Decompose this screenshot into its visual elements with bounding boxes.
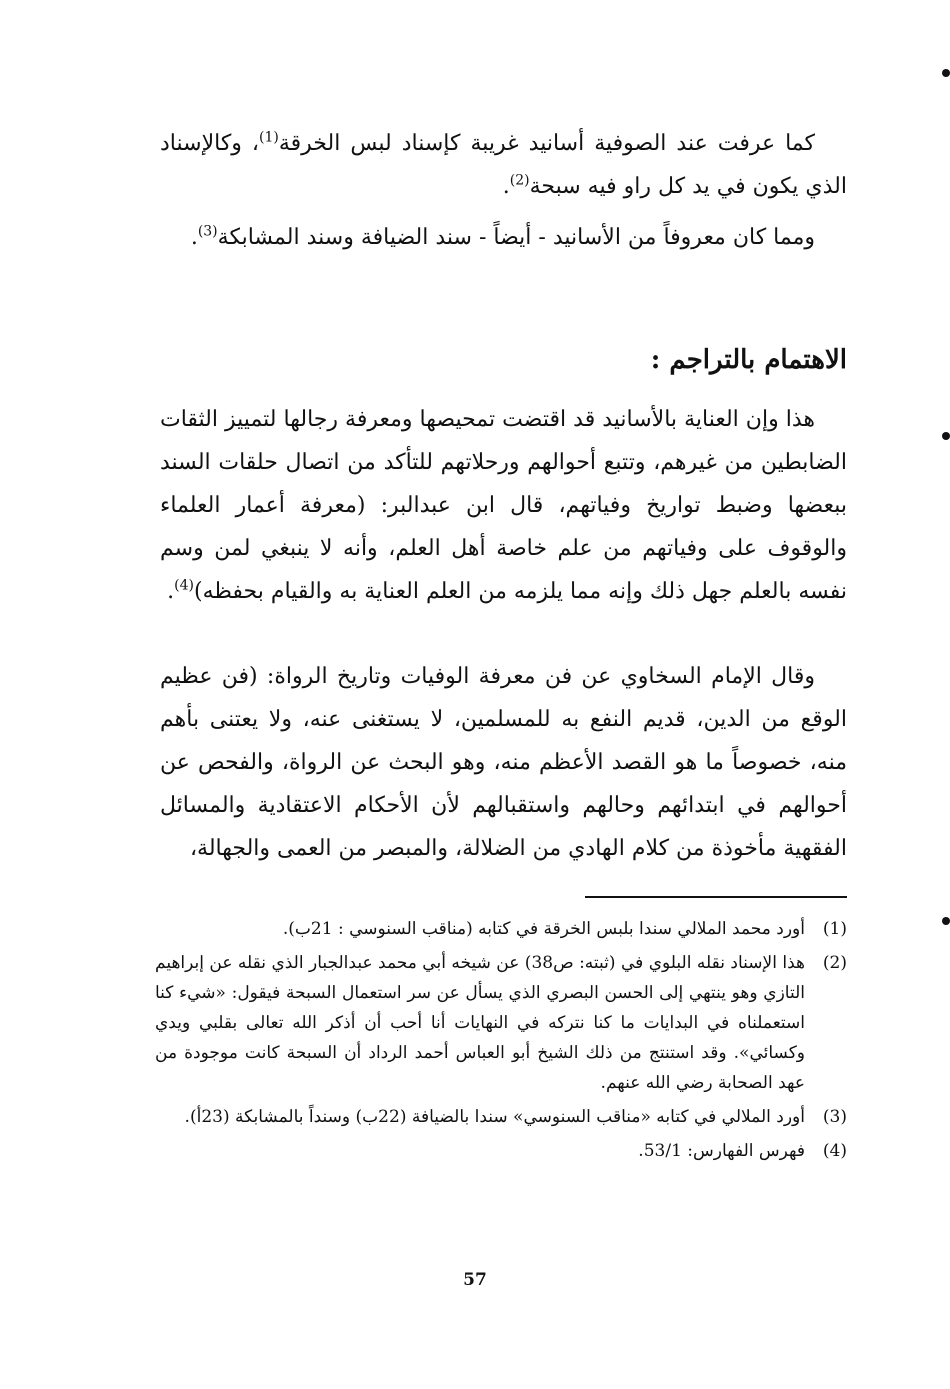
footnote-number: (1) xyxy=(822,919,847,939)
margin-bullet-bottom xyxy=(942,917,950,925)
footnote-marker-2[interactable]: (2) xyxy=(509,172,530,189)
footnote-number: (4) xyxy=(822,1141,847,1161)
footnote-marker-4[interactable]: (4) xyxy=(174,577,194,594)
paragraph-sakhawi-quote xyxy=(160,655,847,870)
margin-bullet-top xyxy=(942,69,950,77)
footnote-divider xyxy=(585,896,847,898)
footnote-item-3 xyxy=(155,1102,847,1132)
footnote-marker-3[interactable]: (3) xyxy=(197,223,218,240)
section-heading: الاهتمام بالتراجم : xyxy=(650,345,847,375)
footnote-text: هذا الإسناد نقله البلوي في (ثبته: ص38) عن شيخه أبي محمد عبدالجبار الذي نقله عن إبراهيم التازي وهو ينتهي إلى الحسن البصري الذي يسأل عن سر استعمال السبحة فيقول: «شيء كنا استعملناه في البدايات ما كنا نتركه في النهايات أنا أحب أن أذكر الله تعالى بقلبي ويدي وكسائي». وقد استنتج من ذلك الشيخ أبو العباس أحمد الرداد أن السبحة كانت موجودة من عهد الصحابة رضي الله عنهم. xyxy=(155,953,805,1093)
margin-bullet-middle xyxy=(942,432,950,440)
paragraph-biographies xyxy=(160,398,847,613)
section-heading-container xyxy=(160,340,847,380)
paragraph-text: . xyxy=(502,174,510,199)
footnote-item-1 xyxy=(155,914,847,944)
footnote-text: أورد محمد الملالي سندا بلبس الخرقة في كتابه (مناقب السنوسي : 21ب). xyxy=(282,919,805,939)
paragraph-text: . xyxy=(190,225,198,250)
footnote-number: (3) xyxy=(822,1107,847,1127)
paragraph-hospitality-chain xyxy=(160,216,847,259)
footnote-item-2 xyxy=(155,948,847,1098)
paragraph-text: ، وكالإسناد الذي يكون في يد كل راو فيه سبحة xyxy=(160,131,847,199)
paragraph-text: ومما كان معروفاً من الأسانيد - أيضاً - سند الضيافة وسند المشابكة xyxy=(217,225,815,250)
footnote-number: (2) xyxy=(822,953,847,973)
paragraph-text: هذا وإن العناية بالأسانيد قد اقتضت تمحيصها ومعرفة رجالها لتمييز الثقات الضابطين من غيرهم، وتتبع أحوالهم ورحلاتهم للتأكد من اتصال حلقات السند ببعضها وضبط تواريخ وفياتهم، قال ابن عبدالبر: (معرفة أعمار العلماء والوقوف على وفياتهم من علم خاصة أهل العلم، وأنه لا ينبغي لمن وسم نفسه بالعلم جهل ذلك وإنه مما يلزمه من العلم العناية به والقيام بحفظه) xyxy=(160,407,847,604)
paragraph-text: وقال الإمام السخاوي عن فن معرفة الوفيات وتاريخ الرواة: (فن عظيم الوقع من الدين، قديم النفع به للمسلمين، لا يستغنى عنه، ولا يعتنى بأهم منه، خصوصاً ما هو القصد الأعظم منه، وهو البحث عن الرواة، والفحص عن أحوالهم في ابتدائهم وحالهم واستقبالهم لأن الأحكام الاعتقادية والمسائل الفقهية مأخوذة من كلام الهادي من الضلالة، والمبصر من العمى والجهالة، xyxy=(160,664,847,861)
footnote-text: أورد الملالي في كتابه «مناقب السنوسي» سندا بالضيافة (22ب) وسنداً بالمشابكة (23أ). xyxy=(184,1107,805,1127)
footnote-item-4 xyxy=(155,1136,847,1166)
footnote-text: فهرس الفهارس: 53/1. xyxy=(638,1141,805,1161)
paragraph-sufi-chains xyxy=(160,122,847,208)
footnotes-section xyxy=(155,914,847,1170)
page-number: 57 xyxy=(463,1270,487,1290)
paragraph-text: . xyxy=(167,579,175,604)
footnote-marker-1[interactable]: (1) xyxy=(259,129,279,146)
paragraph-text: كما عرفت عند الصوفية أسانيد غريبة كإسناد لبس الخرقة xyxy=(278,131,815,156)
